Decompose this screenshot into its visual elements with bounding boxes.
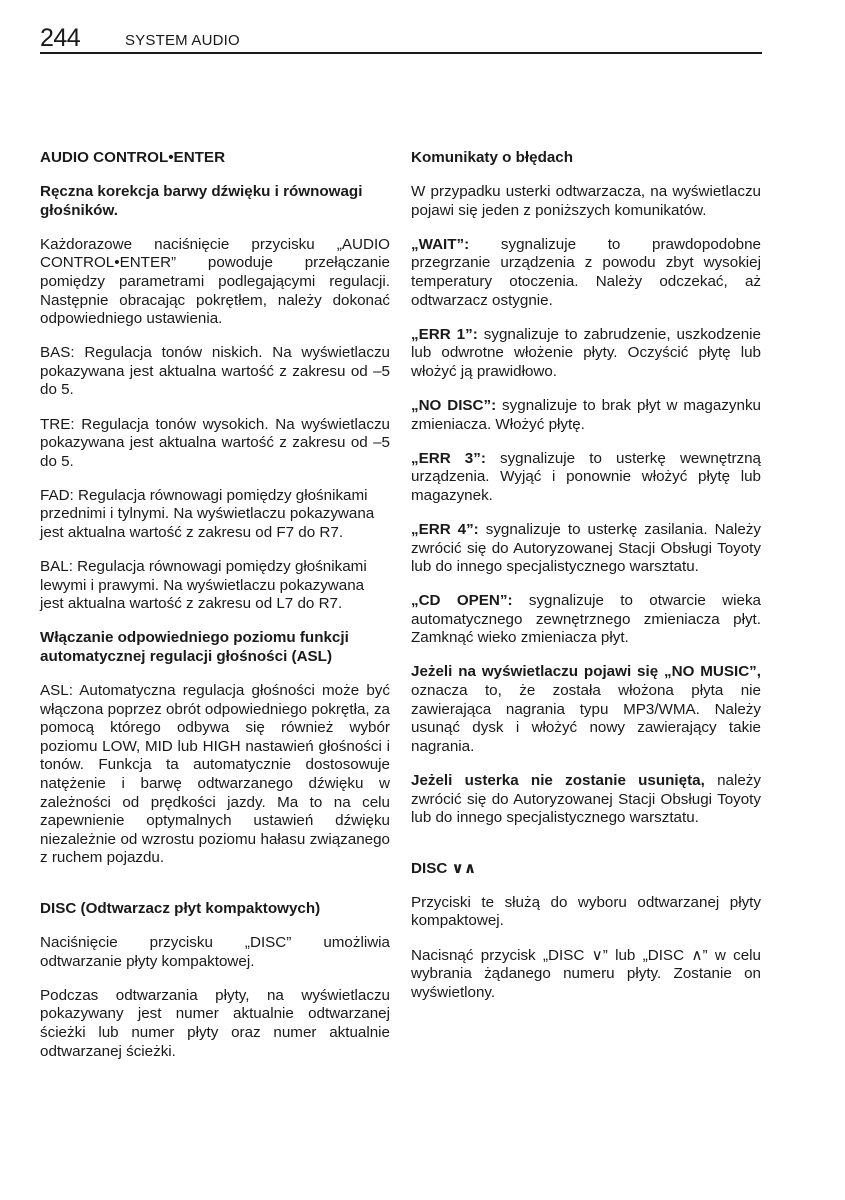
fad-paragraph: FAD: Regulacja równowagi pomiędzy głośnikami przednimi i tylnymi. Na wyświetlaczu pokazywana jest aktualna wartość z zakresu od F7 do R7. — [40, 486, 375, 541]
err1-message — [411, 326, 761, 382]
err3-label: „ERR 3”: — [411, 449, 486, 467]
nodisc-label: „NO DISC”: — [411, 396, 497, 414]
nodisc-message — [411, 397, 761, 434]
asl-paragraph: ASL: Automatyczna regulacja głośności może być włączona poprzez obrót odpowiedniego pokrętła, za pomocą którego odbywa się również wybór poziomu LOW, MID lub HIGH nastawień głośności i tonów. Funkcja ta automatycznie dostosowuje natężenie i barwę odtwarzanego dźwięku w zależności od prędkości jazdy. Ma to na celu zapewnienie optymalnych ustawień dźwięku niezależnie od wzrostu poziomu hałasu związanego z ruchem pojazdu. — [40, 682, 390, 867]
err4-text: sygnalizuje to usterkę zasilania. Należy zwrócić się do Autoryzowanej Stacji Obsługi Toyoty lub do innego specjalistycznego warsztatu. — [411, 520, 761, 576]
page-number: 244 — [40, 24, 81, 52]
err4-label: „ERR 4”: — [411, 520, 479, 538]
nodisc-text: sygnalizuje to brak płyt w magazynku zmieniacza. Włożyć płytę. — [411, 396, 762, 433]
notfixed-message — [411, 772, 761, 828]
manual-correction-subheading: Ręczna korekcja barwy dźwięku i równowagi głośników. — [40, 183, 363, 219]
err1-label: „ERR 1”: — [411, 325, 478, 343]
tre-paragraph: TRE: Regulacja tonów wysokich. Na wyświetlaczu pokazywana jest aktualna wartość z zakresu od –5 do 5. — [40, 415, 390, 470]
notfixed-label: Jeżeli usterka nie zostanie usunięta, — [411, 771, 705, 789]
wait-text: sygnalizuje to prawdopodobne przegrzanie urządzenia z powodu zbyt wysokiej temperatury otoczenia. Należy odczekać, aż odtwarzacz ostygnie. — [411, 235, 761, 309]
disc-heading: DISC (Odtwarzacz płyt kompaktowych) — [40, 900, 321, 917]
notfixed-text: należy zwrócić się do Autoryzowanej Stacji Obsługi Toyoty lub do innego specjalistycznego warsztatu. — [411, 771, 761, 827]
asl-heading: Włączanie odpowiedniego poziomu funkcji automatycznej regulacji głośności (ASL) — [40, 629, 349, 665]
err4-message — [411, 521, 761, 577]
disc-buttons-paragraph-2: Nacisnąć przycisk „DISC ∨” lub „DISC ∧” w celu wybrania żądanego numeru płyty. Zostanie on wyświetlony. — [411, 946, 761, 1001]
page-header — [40, 24, 762, 54]
nomusic-text: oznacza to, że została włożona płyta nie zawierająca nagrania typu MP3/WMA. Należy usunąć dysk i włożyć nowy zawierający takie nagrania. — [411, 682, 761, 755]
disc-paragraph-1: Naciśnięcie przycisku „DISC” umożliwia odtwarzanie płyty kompaktowej. — [40, 934, 390, 970]
err1-text: sygnalizuje to zabrudzenie, uszkodzenie lub odwrotne włożenie płyty. Oczyścić płytę lub włożyć ją prawidłowo. — [411, 325, 761, 380]
cdopen-message — [411, 592, 761, 648]
error-messages-heading: Komunikaty o błędach — [411, 149, 574, 166]
section-title: SYSTEM AUDIO — [125, 32, 240, 49]
wait-label: „WAIT”: — [411, 235, 470, 253]
nomusic-message — [411, 663, 761, 756]
audio-control-heading: AUDIO CONTROL•ENTER — [40, 149, 226, 166]
bas-paragraph: BAS: Regulacja tonów niskich. Na wyświetlaczu pokazywana jest aktualna wartość z zakresu od –5 do 5. — [40, 344, 390, 399]
audio-control-paragraph: Każdorazowe naciśnięcie przycisku „AUDIO CONTROL•ENTER” powoduje przełączanie pomiędzy parametrami podlegającymi regulacji. Następnie obracając pokrętłem, należy dokonać odpowiedniego ustawienia. — [40, 235, 390, 328]
error-intro-paragraph: W przypadku usterki odtwarzacza, na wyświetlaczu pojawi się jeden z poniższych komunikatów. — [411, 183, 761, 219]
err3-message — [411, 450, 761, 506]
wait-message — [411, 236, 761, 310]
cdopen-label: „CD OPEN”: — [411, 592, 513, 610]
bal-paragraph: BAL: Regulacja równowagi pomiędzy głośnikami lewymi i prawymi. Na wyświetlaczu pokazywana jest aktualna wartość z zakresu od L7 do R7. — [40, 558, 367, 613]
left-column — [40, 149, 390, 1077]
disc-paragraph-2: Podczas odtwarzania płyty, na wyświetlaczu pokazywany jest numer aktualnie odtwarzanej ścieżki lub numer płyty oraz numer aktualnie odtwarzanej ścieżki. — [40, 986, 390, 1060]
err3-text: sygnalizuje to usterkę wewnętrzną urządzenia. Wyjąć i ponownie włożyć płytę lub magazynek. — [411, 449, 761, 504]
nomusic-label: Jeżeli na wyświetlaczu pojawi się „NO MUSIC”, — [411, 663, 761, 681]
cdopen-text: sygnalizuje to otwarcie wieka automatycznego zewnętrznego zmieniacza płyt. Zamknąć wieko zmieniacza płyt. — [411, 592, 761, 647]
disc-buttons-paragraph-1: Przyciski te służą do wyboru odtwarzanej płyty kompaktowej. — [411, 893, 761, 930]
right-column — [411, 149, 761, 1018]
disc-up-down-heading: DISC ∨∧ — [411, 859, 477, 877]
